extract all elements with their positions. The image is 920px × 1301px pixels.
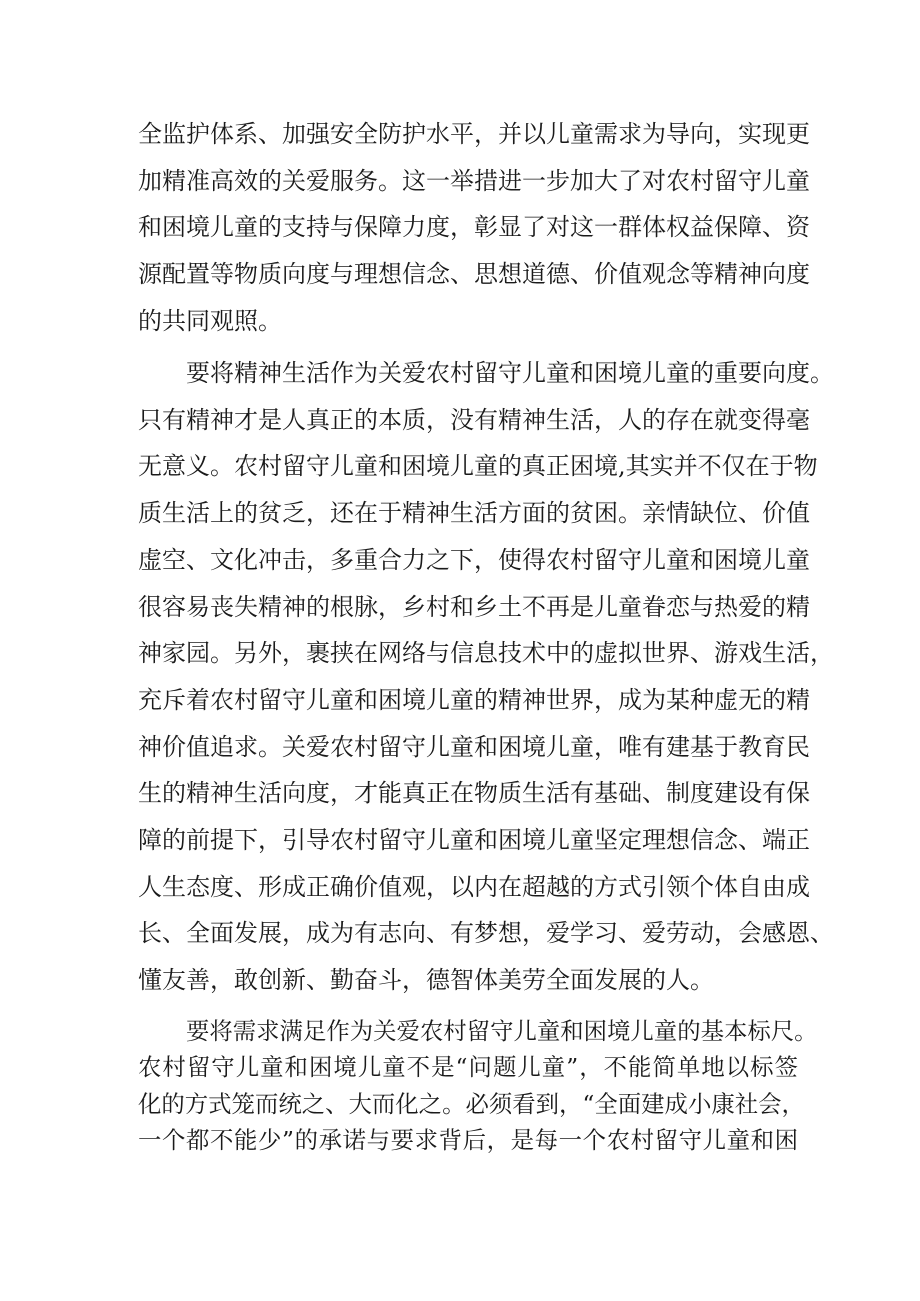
text-line: 人生态度、形成正确价值观，以内在超越的方式引领个体自由成 (138, 873, 810, 901)
text-line: 源配置等物质向度与理想信念、思想道德、价值观念等精神向度 (138, 260, 810, 288)
text-line: 虚空、文化冲击，多重合力之下，使得农村留守儿童和困境儿童 (138, 546, 810, 574)
text-line: 质生活上的贫乏，还在于精神生活方面的贫困。亲情缺位、价值 (138, 499, 810, 527)
text-line: 障的前提下，引导农村留守儿童和困境儿童坚定理想信念、端正 (138, 826, 810, 854)
text-line: 神价值追求。关爱农村留守儿童和困境儿童，唯有建基于教育民 (138, 733, 810, 761)
text-line: 全监护体系、加强安全防护水平，并以儿童需求为导向，实现更 (138, 120, 810, 148)
text-line: 懂友善，敢创新、勤奋斗，德智体美劳全面发展的人。 (138, 966, 714, 994)
text-line: 一个都不能少”的承诺与要求背后，是每一个农村留守儿童和困 (138, 1126, 798, 1154)
text-line: 只有精神才是人真正的本质，没有精神生活，人的存在就变得毫 (138, 406, 810, 434)
text-line: 和困境儿童的支持与保障力度，彰显了对这一群体权益保障、资 (138, 213, 810, 241)
text-line: 生的精神生活向度，才能真正在物质生活有基础、制度建设有保 (138, 779, 810, 807)
text-line: 的共同观照。 (138, 307, 282, 335)
text-line: 化的方式笼而统之、大而化之。必须看到，“全面建成小康社会， (138, 1090, 805, 1118)
text-line: 长、全面发展，成为有志向、有梦想，爱学习、爱劳动，会感恩、 (138, 919, 834, 947)
text-line: 充斥着农村留守儿童和困境儿童的精神世界，成为某种虚无的精 (138, 686, 810, 714)
text-line: 加精准高效的关爱服务。这一举措进一步加大了对农村留守儿童 (138, 167, 810, 195)
text-line: 无意义。农村留守儿童和困境儿童的真正困境,其实并不仅在于物 (138, 452, 818, 480)
text-line: 农村留守儿童和困境儿童不是“问题儿童”，不能简单地以标签 (138, 1053, 798, 1081)
text-line: 要将需求满足作为关爱农村留守儿童和困境儿童的基本标尺。 (186, 1017, 818, 1045)
text-line: 神家园。另外，裹挟在网络与信息技术中的虚拟世界、游戏生活， (138, 639, 834, 667)
text-line: 要将精神生活作为关爱农村留守儿童和困境儿童的重要向度。 (186, 359, 834, 387)
text-line: 很容易丧失精神的根脉，乡村和乡土不再是儿童眷恋与热爱的精 (138, 593, 810, 621)
